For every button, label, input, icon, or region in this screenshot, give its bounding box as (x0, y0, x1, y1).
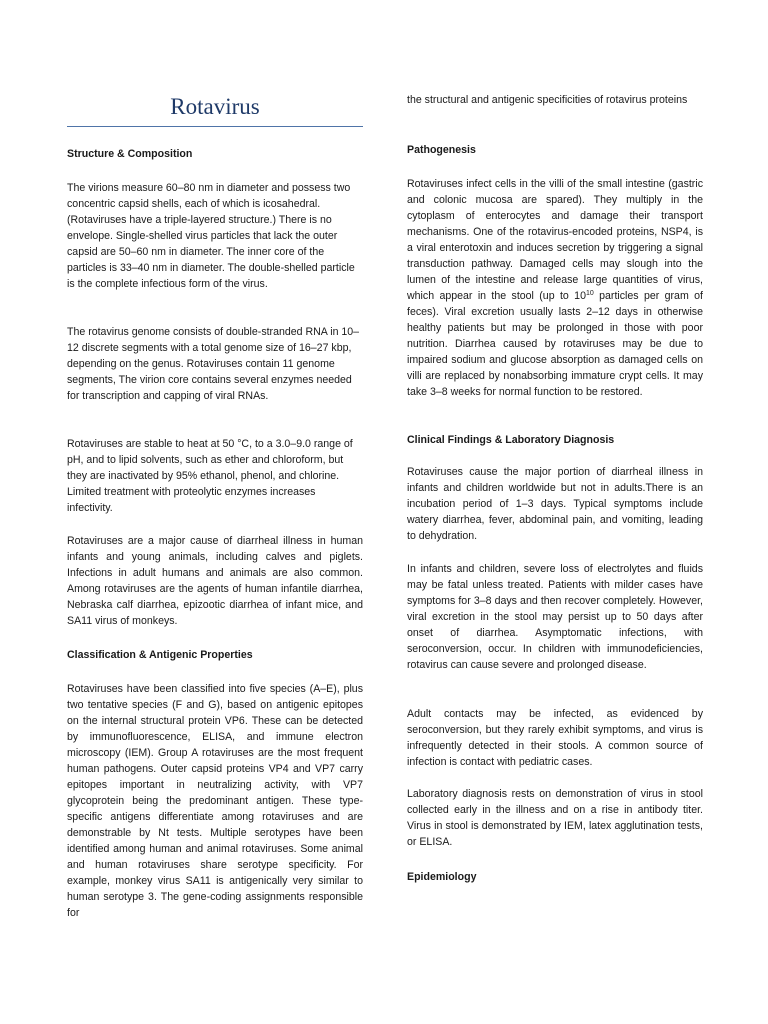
paragraph-continued: the structural and antigenic specificities of rotavirus proteins (407, 94, 688, 106)
heading-epidemiology: Epidemiology (407, 871, 477, 883)
paragraph-virion-structure: The virions measure 60–80 nm in diameter and possess two concentric capsid shells, each of which is icosahedral. (Rotaviruses have a triple-layered structure.) There is no envelope. Single-shelled virus particles that lack the outer capsid are 50–60 nm in diameter. The inner core of the particles is 33–40 nm in diameter. The double-shelled particle is the complete infectious form of the virus. (67, 182, 355, 290)
paragraph-stability: Rotaviruses are stable to heat at 50 °C, to a 3.0–9.0 range of pH, and to lipid solvents, such as ether and chloroform, but they are inactivated by 95% ethanol, phenol, and chlorine. Limited treatment with proteolytic enzymes increases infectivity. (67, 438, 353, 514)
paragraph-clinical-3: Adult contacts may be infected, as evidenced by seroconversion, but they rarely exhibit symptoms, and virus is infrequently detected in their stools. A common source of infection is contact with pediatric cases. (407, 708, 703, 768)
page-title: Rotavirus (170, 94, 260, 119)
heading-pathogenesis: Pathogenesis (407, 144, 476, 156)
paragraph-clinical-1: Rotaviruses cause the major portion of diarrheal illness in infants and children worldwide but not in adults.There is an incubation period of 1–3 days. Typical symptoms include watery diarrhea, fever, abdominal pain, and vomiting, leading to dehydration. (407, 466, 703, 542)
paragraph-clinical-2: In infants and children, severe loss of electrolytes and fluids may be fatal unless treated. Patients with milder cases have symptoms for 3–8 days and then recover completely. However, viral excretion in the stool may persist up to 50 days after onset of diarrhea. Asymptomatic infections, with seroconversion, occur. In children with immunodeficiencies, rotavirus can cause severe and prolonged disease. (407, 563, 703, 671)
paragraph-lab-diagnosis: Laboratory diagnosis rests on demonstration of virus in stool collected early in the illness and on a rise in antibody titer. Virus in stool is demonstrated by IEM, latex agglutination tests, or ELISA. (407, 788, 703, 848)
paragraph-disease-agents: Rotaviruses are a major cause of diarrheal illness in human infants and young animals, including calves and piglets. Infections in adult humans and animals are also common. Among rotaviruses are the agents of human infantile diarrhea, Nebraska calf diarrhea, epizootic diarrhea of infant mice, and SA11 virus of monkeys. (67, 535, 363, 627)
title-underline (67, 126, 363, 127)
paragraph-classification: Rotaviruses have been classified into five species (A–E), plus two tentative species (F and G), based on antigenic epitopes on the internal structural protein VP6. These can be detected by immunofluorescence, ELISA, and immune electron microscopy (IEM). Group A rotaviruses are the most frequent human pathogens. Outer capsid proteins VP4 and VP7 carry epitopes important in neutralizing activity, with VP7 glycoprotein being the predominant antigen. These type-specific antigens differentiate among rotaviruses and are demonstrable by Nt tests. Multiple serotypes have been identified among human and animal rotaviruses. Some animal and human rotaviruses share serotype specificity. For example, monkey virus SA11 is antigenically very similar to human serotype 3. The gene-coding assignments responsible for (67, 683, 363, 919)
paragraph-genome: The rotavirus genome consists of double-stranded RNA in 10–12 discrete segments with a total genome size of 16–27 kbp, depending on the genus. Rotaviruses contain 11 genome segments, The virion core contains several enzymes needed for transcription and capping of viral RNAs. (67, 326, 360, 402)
exponent-base: 10 (574, 290, 586, 302)
heading-structure-composition: Structure & Composition (67, 148, 193, 160)
paragraph-pathogenesis (407, 176, 703, 400)
pathogenesis-text-b: particles per gram of feces). Viral excretion usually lasts 2–12 days in otherwise healthy patients but may be prolonged in those with poor nutrition. Diarrhea caused by rotaviruses may be due to impaired sodium and glucose absorption as damaged cells on villi are replaced by nonabsorbing immature crypt cells. It may take 3–8 weeks for normal function to be restored. (407, 290, 703, 398)
heading-clinical-findings: Clinical Findings & Laboratory Diagnosis (407, 434, 615, 446)
pathogenesis-text-a: Rotaviruses infect cells in the villi of the small intestine (gastric and colonic mucosa are spared). They multiply in the cytoplasm of enterocytes and damage their transport mechanisms. One of the rotavirus-encoded proteins, NSP4, is a viral enterotoxin and induces secretion by triggering a signal transduction pathway. Damaged cells may slough into the lumen of the intestine and release large quantities of virus, which appear in the stool (up to (407, 178, 703, 302)
heading-classification: Classification & Antigenic Properties (67, 649, 253, 661)
exponent-superscript: 10 (585, 290, 594, 297)
